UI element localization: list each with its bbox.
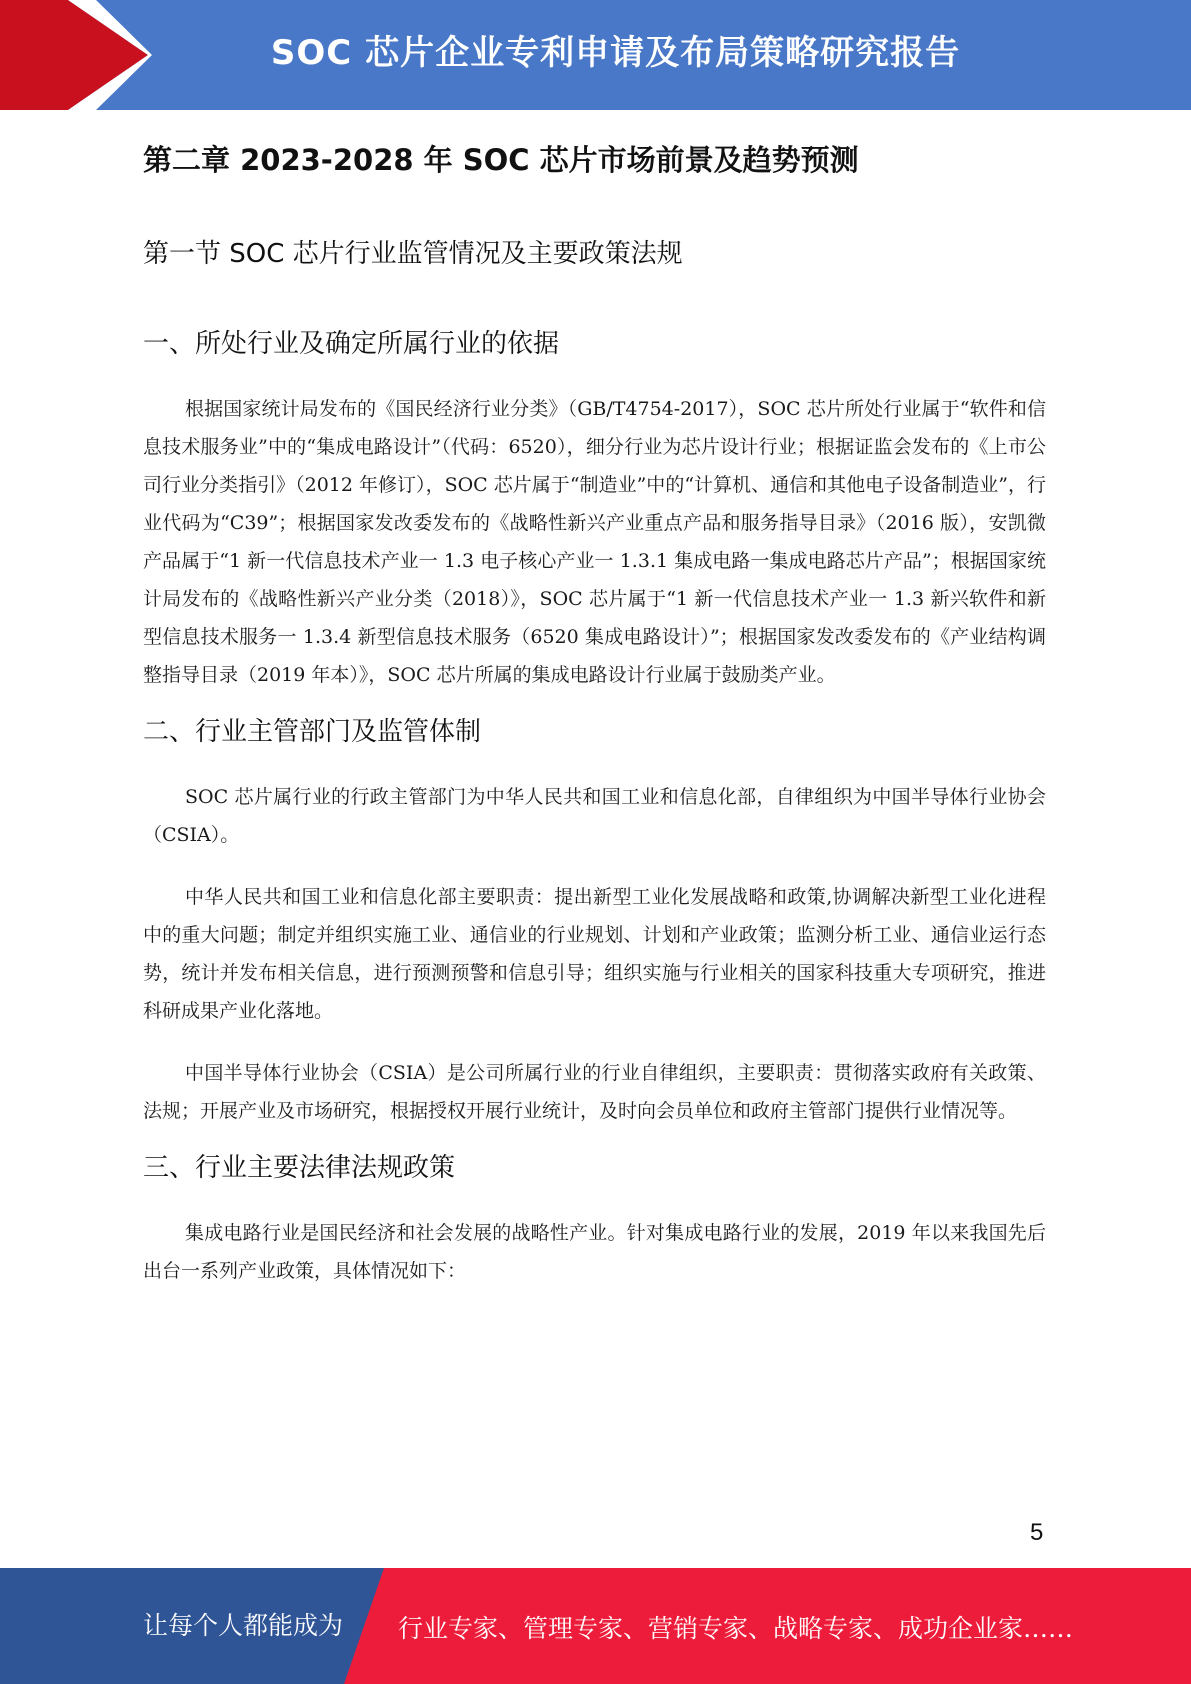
subsection-title-1: 一、所处行业及确定所属行业的依据: [143, 329, 560, 359]
paragraph: 中华人民共和国工业和信息化部主要职责：提出新型工业化发展战略和政策,协调解决新型工业化进程中的重大问题；制定并组织实施工业、通信业的行业规划、计划和产业政策；监测分析工业、通信业运行态势，统计并发布相关信息，进行预测预警和信息引导；组织实施与行业相关的国家科技重大专项研究，推进科研成果产业化落地。: [143, 886, 1046, 1022]
subsection-title-2: 二、行业主管部门及监管体制: [143, 717, 482, 747]
section-title: 第一节 SOC 芯片行业监管情况及主要政策法规: [143, 239, 683, 269]
header-red-arrow: [0, 0, 148, 110]
footer-slogan-left: 让每个人都能成为: [143, 1611, 344, 1640]
paragraph: 根据国家统计局发布的《国民经济行业分类》（GB/T4754-2017），SOC 芯片所处行业属于“软件和信息技术服务业”中的“集成电路设计”（代码：6520），细分行业为芯片设计行业；根据证监会发布的《上市公司行业分类指引》（2012 年修订），SOC 芯片属于“制造业”中的“计算机、通信和其他电子设备制造业”，行业代码为“C39”；根据国家发改委发布的《战略性新兴产业重点产品和服务指导目录》（2016 版），安凯微产品属于“1 新一代信息技术产业一 1.3 电子核心产业一 1.3.1 集成电路一集成电路芯片产品”；根据国家统计局发布的《战略性新兴产业分类（2018）》，SOC 芯片属于“1 新一代信息技术产业一 1.3 新兴软件和新型信息技术服务一 1.3.4 新型信息技术服务（6520 集成电路设计）”；根据国家发改委发布的《产业结构调整指导目录（2019 年本）》，SOC 芯片所属的集成电路设计行业属于鼓励类产业。: [143, 398, 1046, 686]
paragraph: 中国半导体行业协会（CSIA）是公司所属行业的行业自律组织，主要职责：贯彻落实政府有关政策、法规；开展产业及市场研究，根据授权开展行业统计，及时向会员单位和政府主管部门提供行业情况等。: [143, 1062, 1046, 1122]
paragraph: SOC 芯片属行业的行政主管部门为中华人民共和国工业和信息化部，自律组织为中国半导体行业协会（CSIA）。: [143, 786, 1046, 846]
page-content: [143, 138, 1046, 1314]
footer-slogan-right: 行业专家、管理专家、营销专家、战略专家、成功企业家……: [398, 1614, 1074, 1643]
page-header: [0, 0, 1191, 110]
page-number: 5: [1030, 1519, 1044, 1546]
report-title: SOC 芯片企业专利申请及布局策略研究报告: [270, 33, 961, 73]
page-footer: [0, 1568, 1191, 1684]
chapter-title: 第二章 2023-2028 年 SOC 芯片市场前景及趋势预测: [143, 143, 859, 177]
paragraph: 集成电路行业是国民经济和社会发展的战略性产业。针对集成电路行业的发展，2019 年以来我国先后出台一系列产业政策，具体情况如下：: [143, 1222, 1046, 1282]
subsection-title-3: 三、行业主要法律法规政策: [143, 1153, 456, 1183]
